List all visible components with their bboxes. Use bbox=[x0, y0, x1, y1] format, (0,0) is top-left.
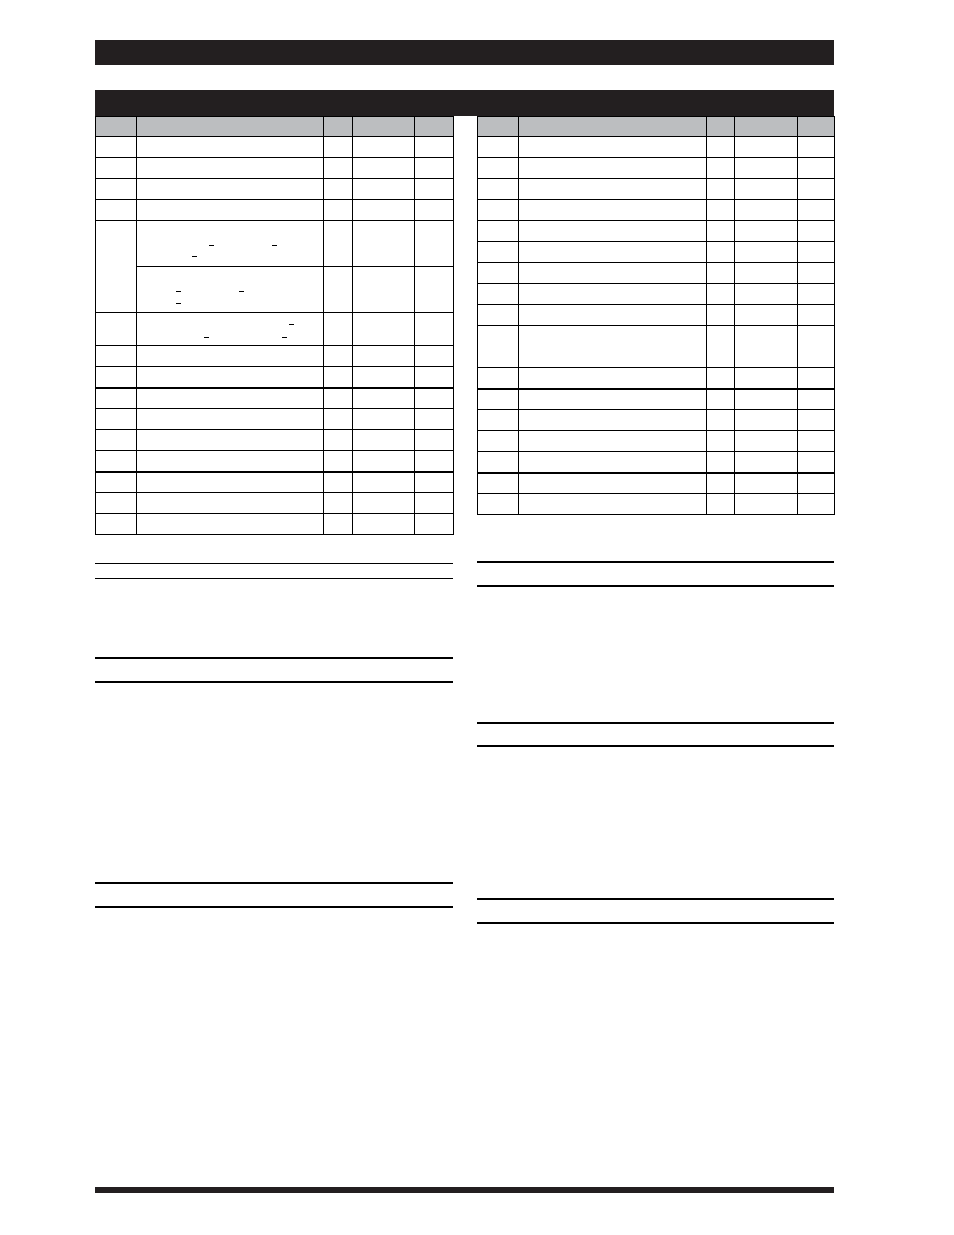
table-cell bbox=[519, 452, 707, 473]
underscore-mark bbox=[239, 291, 244, 292]
section-rule-bottom bbox=[477, 922, 834, 924]
table-row bbox=[96, 346, 454, 367]
table-cell bbox=[137, 313, 324, 346]
table-cell bbox=[735, 389, 798, 410]
table-cell bbox=[353, 388, 415, 409]
table-cell bbox=[478, 200, 519, 221]
column-header bbox=[735, 117, 798, 137]
underscore-mark bbox=[272, 245, 277, 246]
table-row bbox=[478, 137, 835, 158]
table-header-row bbox=[96, 117, 454, 137]
table-cell bbox=[353, 409, 415, 430]
table-cell bbox=[478, 242, 519, 263]
table-cell bbox=[96, 137, 137, 158]
table-cell bbox=[415, 388, 454, 409]
table-cell bbox=[478, 326, 519, 368]
table-cell bbox=[324, 472, 353, 493]
section-heading bbox=[477, 726, 834, 744]
table-row bbox=[96, 388, 454, 409]
table-cell bbox=[415, 313, 454, 346]
column-header bbox=[324, 117, 353, 137]
table-cell bbox=[798, 284, 835, 305]
table-cell bbox=[707, 179, 735, 200]
table-cell bbox=[96, 200, 137, 221]
table-cell bbox=[735, 221, 798, 242]
table-row bbox=[96, 514, 454, 535]
table-cell bbox=[415, 409, 454, 430]
table-cell bbox=[415, 221, 454, 267]
page-footer-bar bbox=[95, 1187, 834, 1193]
table-cell bbox=[353, 200, 415, 221]
table-cell bbox=[519, 284, 707, 305]
table-cell bbox=[707, 137, 735, 158]
section-rule-top bbox=[477, 722, 834, 724]
table-cell bbox=[519, 179, 707, 200]
table-cell bbox=[324, 200, 353, 221]
table-cell bbox=[137, 158, 324, 179]
table-cell bbox=[353, 346, 415, 367]
column-header bbox=[137, 117, 324, 137]
table-cell bbox=[707, 326, 735, 368]
table-cell bbox=[96, 367, 137, 388]
table-cell bbox=[519, 305, 707, 326]
table-cell bbox=[735, 410, 798, 431]
table-cell bbox=[798, 326, 835, 368]
table-cell bbox=[798, 200, 835, 221]
underscore-mark bbox=[289, 324, 294, 325]
table-cell bbox=[324, 451, 353, 472]
table-cell bbox=[707, 263, 735, 284]
table-row bbox=[478, 452, 835, 473]
section-rule-top bbox=[477, 898, 834, 900]
table-row bbox=[96, 313, 454, 346]
column-header bbox=[707, 117, 735, 137]
table-cell bbox=[415, 137, 454, 158]
table-cell bbox=[415, 493, 454, 514]
table-cell bbox=[324, 367, 353, 388]
table-row bbox=[96, 179, 454, 200]
table-cell bbox=[478, 368, 519, 389]
section-rule-top bbox=[95, 882, 453, 884]
table-cell bbox=[519, 473, 707, 494]
table-cell bbox=[353, 313, 415, 346]
column-header bbox=[798, 117, 835, 137]
table-cell bbox=[798, 410, 835, 431]
table-cell bbox=[798, 368, 835, 389]
underscore-mark bbox=[209, 245, 214, 246]
table-cell bbox=[324, 346, 353, 367]
table-cell bbox=[519, 494, 707, 515]
column-header bbox=[415, 117, 454, 137]
underscore-mark bbox=[176, 303, 181, 304]
table-cell bbox=[415, 472, 454, 493]
right-data-table bbox=[477, 116, 835, 515]
table-row bbox=[96, 221, 454, 267]
table-cell bbox=[137, 451, 324, 472]
table-cell bbox=[519, 326, 707, 368]
underscore-mark bbox=[282, 337, 287, 338]
table-cell bbox=[519, 389, 707, 410]
table-cell bbox=[137, 137, 324, 158]
table-cell bbox=[519, 263, 707, 284]
table-cell bbox=[96, 346, 137, 367]
table-cell bbox=[519, 221, 707, 242]
table-cell bbox=[478, 137, 519, 158]
table-cell bbox=[478, 494, 519, 515]
table-cell bbox=[137, 367, 324, 388]
table-cell bbox=[707, 389, 735, 410]
column-header bbox=[353, 117, 415, 137]
table-cell bbox=[353, 221, 415, 267]
section-rule-bottom bbox=[477, 745, 834, 747]
table-row bbox=[478, 179, 835, 200]
table-cell bbox=[735, 284, 798, 305]
table-row bbox=[478, 410, 835, 431]
table-cell bbox=[478, 410, 519, 431]
table-cell bbox=[324, 221, 353, 267]
table-cell bbox=[96, 472, 137, 493]
table-row bbox=[96, 409, 454, 430]
table-cell bbox=[798, 494, 835, 515]
table-cell bbox=[798, 179, 835, 200]
table-row bbox=[96, 200, 454, 221]
table-row bbox=[478, 305, 835, 326]
table-cell bbox=[137, 430, 324, 451]
table-cell bbox=[519, 410, 707, 431]
table-cell bbox=[137, 346, 324, 367]
table-cell bbox=[137, 472, 324, 493]
table-cell bbox=[96, 430, 137, 451]
table-cell bbox=[324, 430, 353, 451]
table-cell bbox=[735, 326, 798, 368]
table-cell bbox=[353, 451, 415, 472]
table-cell bbox=[324, 179, 353, 200]
section-rule-bottom bbox=[95, 906, 453, 908]
table-cell bbox=[707, 494, 735, 515]
table-cell bbox=[324, 514, 353, 535]
table-cell bbox=[96, 493, 137, 514]
table-row bbox=[96, 430, 454, 451]
page-header-bar bbox=[95, 40, 834, 65]
table-cell bbox=[519, 242, 707, 263]
section-rule-bottom bbox=[95, 578, 453, 579]
table-cell bbox=[137, 267, 324, 313]
table-row bbox=[96, 493, 454, 514]
table-row bbox=[478, 284, 835, 305]
table-row bbox=[478, 221, 835, 242]
table-cell bbox=[735, 263, 798, 284]
left-data-table bbox=[95, 116, 454, 535]
underscore-mark bbox=[192, 256, 197, 257]
column-header bbox=[96, 117, 137, 137]
table-cell bbox=[324, 267, 353, 313]
table-cell bbox=[478, 263, 519, 284]
table-cell bbox=[96, 451, 137, 472]
table-cell bbox=[415, 430, 454, 451]
table-cell bbox=[353, 493, 415, 514]
table-row bbox=[478, 326, 835, 368]
section-rule-top bbox=[95, 563, 453, 564]
table-cell bbox=[707, 368, 735, 389]
table-row bbox=[96, 267, 454, 313]
table-cell bbox=[415, 346, 454, 367]
table-row bbox=[96, 451, 454, 472]
table-cell bbox=[735, 494, 798, 515]
table-cell bbox=[735, 137, 798, 158]
table-cell bbox=[707, 452, 735, 473]
column-header bbox=[478, 117, 519, 137]
table-cell bbox=[324, 313, 353, 346]
table-row bbox=[96, 472, 454, 493]
table-cell bbox=[735, 200, 798, 221]
table-cell bbox=[735, 431, 798, 452]
column-header bbox=[519, 117, 707, 137]
table-cell bbox=[707, 431, 735, 452]
table-cell bbox=[415, 200, 454, 221]
table-cell bbox=[324, 137, 353, 158]
table-cell bbox=[707, 473, 735, 494]
table-cell bbox=[137, 493, 324, 514]
table-cell bbox=[353, 472, 415, 493]
table-cell bbox=[798, 305, 835, 326]
table-cell bbox=[707, 221, 735, 242]
table-cell bbox=[478, 389, 519, 410]
table-cell bbox=[798, 473, 835, 494]
table-cell bbox=[519, 368, 707, 389]
table-cell bbox=[798, 452, 835, 473]
table-cell bbox=[478, 158, 519, 179]
table-row bbox=[478, 368, 835, 389]
table-cell bbox=[137, 388, 324, 409]
table-cell bbox=[137, 409, 324, 430]
table-cell bbox=[96, 409, 137, 430]
table-cell bbox=[137, 221, 324, 267]
table-cell bbox=[735, 473, 798, 494]
table-cell bbox=[96, 313, 137, 346]
table-cell bbox=[478, 305, 519, 326]
table-cell bbox=[519, 158, 707, 179]
table-cell bbox=[707, 305, 735, 326]
table-cell bbox=[478, 179, 519, 200]
table-row bbox=[478, 494, 835, 515]
table-row bbox=[478, 431, 835, 452]
table-row bbox=[96, 158, 454, 179]
table-cell bbox=[707, 200, 735, 221]
table-row bbox=[478, 200, 835, 221]
table-cell bbox=[735, 179, 798, 200]
table-cell bbox=[519, 431, 707, 452]
table-cell bbox=[96, 514, 137, 535]
table-cell bbox=[798, 389, 835, 410]
table-cell bbox=[96, 179, 137, 200]
table-cell bbox=[324, 409, 353, 430]
table-row bbox=[478, 242, 835, 263]
section-rule-bottom bbox=[95, 681, 453, 683]
table-cell bbox=[324, 158, 353, 179]
table-cell bbox=[798, 431, 835, 452]
table-row bbox=[96, 137, 454, 158]
table-cell bbox=[478, 452, 519, 473]
section-heading bbox=[477, 902, 834, 920]
table-header-row bbox=[478, 117, 835, 137]
table-cell bbox=[415, 267, 454, 313]
underscore-mark bbox=[204, 337, 209, 338]
table-cell bbox=[353, 179, 415, 200]
table-cell bbox=[707, 158, 735, 179]
table-cell bbox=[137, 200, 324, 221]
table-cell bbox=[707, 242, 735, 263]
table-cell bbox=[96, 388, 137, 409]
table-cell bbox=[353, 367, 415, 388]
table-cell bbox=[478, 473, 519, 494]
section-rule-top bbox=[95, 657, 453, 659]
table-cell bbox=[324, 388, 353, 409]
table-row bbox=[478, 473, 835, 494]
table-row bbox=[478, 158, 835, 179]
underscore-mark bbox=[176, 291, 181, 292]
table-cell bbox=[519, 137, 707, 158]
section-heading bbox=[95, 565, 453, 577]
table-cell bbox=[415, 179, 454, 200]
table-row bbox=[478, 389, 835, 410]
table-cell bbox=[353, 267, 415, 313]
table-cell bbox=[707, 284, 735, 305]
table-cell bbox=[735, 158, 798, 179]
table-cell bbox=[415, 451, 454, 472]
table-cell bbox=[478, 221, 519, 242]
table-cell bbox=[353, 514, 415, 535]
table-cell bbox=[324, 493, 353, 514]
section-heading bbox=[95, 661, 453, 679]
page-header-title bbox=[95, 45, 103, 59]
table-cell bbox=[96, 158, 137, 179]
table-cell bbox=[353, 137, 415, 158]
table-cell bbox=[798, 263, 835, 284]
table-cell bbox=[353, 158, 415, 179]
table-cell bbox=[735, 452, 798, 473]
table-cell bbox=[519, 200, 707, 221]
table-cell bbox=[353, 430, 415, 451]
table-cell bbox=[137, 514, 324, 535]
table-cell bbox=[735, 305, 798, 326]
table-cell bbox=[735, 242, 798, 263]
section-rule-top bbox=[477, 561, 834, 563]
section-title bbox=[95, 95, 103, 109]
table-cell bbox=[137, 179, 324, 200]
table-cell bbox=[798, 137, 835, 158]
section-heading bbox=[95, 886, 453, 904]
table-cell bbox=[798, 242, 835, 263]
table-row bbox=[96, 367, 454, 388]
section-rule-bottom bbox=[477, 585, 834, 587]
table-cell bbox=[96, 221, 137, 313]
table-cell bbox=[735, 368, 798, 389]
table-cell bbox=[798, 221, 835, 242]
section-title-bar bbox=[95, 90, 834, 116]
table-cell bbox=[478, 284, 519, 305]
table-cell bbox=[707, 410, 735, 431]
table-row bbox=[478, 263, 835, 284]
table-cell bbox=[415, 514, 454, 535]
table-cell bbox=[798, 158, 835, 179]
table-cell bbox=[415, 158, 454, 179]
section-heading bbox=[477, 565, 834, 583]
table-cell bbox=[415, 367, 454, 388]
table-cell bbox=[478, 431, 519, 452]
